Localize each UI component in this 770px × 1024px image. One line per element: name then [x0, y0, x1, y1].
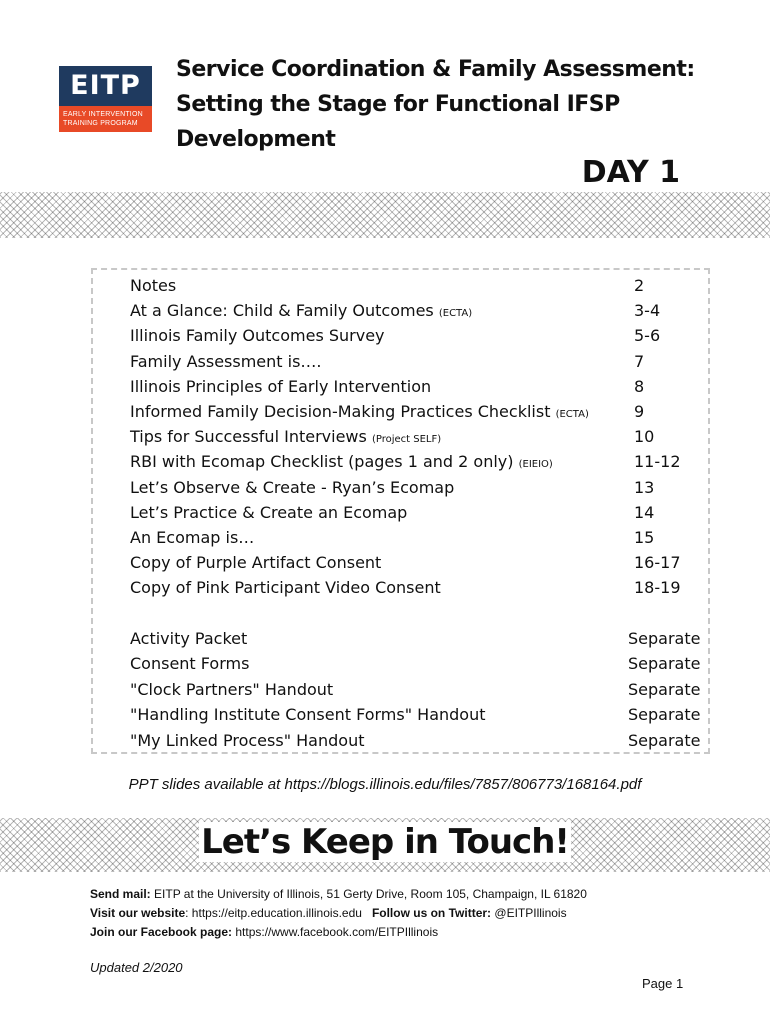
separate-item-label: Separate	[628, 654, 701, 674]
toc-row	[130, 449, 702, 474]
toc-title	[130, 273, 176, 298]
toc-page-number: 3-4	[634, 301, 661, 321]
toc-row	[130, 399, 702, 424]
toc-page-number: 2	[634, 276, 645, 295]
toc-row	[130, 374, 702, 399]
page-number: Page 1	[642, 976, 684, 991]
facebook-label: Join our Facebook page:	[90, 925, 233, 939]
toc-page-number: 11-12	[634, 452, 681, 472]
separate-item-label: Separate	[628, 705, 701, 725]
logo-subtext	[59, 106, 152, 132]
toc-title	[130, 424, 441, 452]
separate-item-row	[130, 651, 702, 676]
toc-title	[130, 475, 454, 500]
day-label: DAY 1	[581, 155, 680, 190]
eitp-logo	[59, 66, 152, 132]
separate-item-title: "Clock Partners" Handout	[130, 679, 334, 699]
toc-source-note: (EIEIO)	[518, 459, 553, 471]
separate-item-title: Activity Packet	[130, 629, 248, 648]
toc-row	[130, 475, 702, 500]
toc-title	[130, 449, 553, 477]
toc-title-text: Let’s Practice & Create an Ecomap	[130, 502, 408, 522]
separate-item-label: Separate	[628, 679, 701, 699]
toc-source-note: (ECTA)	[438, 308, 473, 320]
logo-wordmark: EITP	[59, 66, 152, 106]
updated-date: Updated 2/2020	[90, 960, 183, 975]
toc-title-text: Informed Family Decision-Making Practices Checklist	[130, 402, 551, 421]
logo-subtext-line-2: TRAINING PROGRAM	[63, 120, 138, 127]
toc-title-text: RBI with Ecomap Checklist (pages 1 and 2 only)	[130, 452, 514, 472]
separate-item-title: "My Linked Process" Handout	[130, 730, 365, 750]
toc-title	[130, 399, 589, 427]
separate-item-title: Consent Forms	[130, 654, 250, 674]
toc-title-text: Copy of Purple Artifact Consent	[130, 553, 382, 573]
website-label: Visit our website	[90, 906, 186, 920]
contact-web-twitter	[90, 903, 740, 923]
toc-row	[130, 500, 702, 525]
toc-row	[130, 550, 702, 575]
separate-item-label: Separate	[628, 730, 701, 750]
keep-in-touch-heading	[0, 822, 770, 862]
toc-page-number: 13	[634, 477, 655, 497]
toc-title-text: At a Glance: Child & Family Outcomes	[130, 301, 434, 321]
toc-row	[130, 525, 702, 550]
title-line-1: Service Coordination & Family Assessment:	[176, 57, 695, 82]
separate-item-row	[130, 626, 702, 651]
mail-label: Send mail:	[90, 887, 151, 901]
toc-title-text: Family Assessment is….	[130, 351, 322, 371]
toc-title-text: Copy of Pink Participant Video Consent	[130, 578, 441, 598]
keep-in-touch-text: Let’s Keep in Touch!	[201, 822, 569, 862]
title-line-2: Setting the Stage for Functional IFSP	[176, 92, 620, 117]
toc-page-number: 15	[634, 528, 655, 547]
separate-item-title: "Handling Institute Consent Forms" Handout	[130, 705, 486, 725]
separate-item-row	[130, 728, 702, 753]
toc-source-note: (ECTA)	[555, 409, 589, 420]
title-line-3: Development	[176, 127, 336, 152]
toc-source-note: (Project SELF)	[371, 434, 442, 446]
toc-title	[130, 575, 441, 600]
twitter-handle[interactable]: @EITPIllinois	[491, 906, 567, 920]
toc-title-text: Tips for Successful Interviews	[130, 427, 367, 447]
toc-title	[130, 500, 407, 525]
separate-item-row	[130, 677, 702, 702]
toc-page-number: 8	[634, 376, 645, 396]
toc-row	[130, 323, 702, 348]
toc-page-number: 10	[634, 427, 655, 447]
toc-page-number: 7	[634, 351, 645, 371]
toc-row	[130, 575, 702, 600]
toc-title-text: An Ecomap is…	[130, 528, 255, 547]
toc-title	[130, 374, 431, 399]
toc-title-text: Let’s Observe & Create - Ryan’s Ecomap	[130, 477, 455, 497]
toc-page-number: 14	[634, 502, 655, 522]
toc-row	[130, 349, 702, 374]
toc-title	[130, 349, 322, 374]
ppt-slides-note: PPT slides available at https://blogs.illinois.edu/files/7857/806773/168164.pdf	[128, 776, 642, 793]
toc-page-number: 16-17	[634, 553, 681, 573]
contact-facebook	[90, 922, 740, 942]
logo-subtext-line-1: EARLY INTERVENTION	[63, 111, 143, 118]
toc-title-text: Illinois Principles of Early Intervention	[130, 376, 432, 396]
hatched-divider-top	[0, 192, 770, 238]
toc-page-number: 9	[634, 402, 645, 421]
toc-title	[130, 525, 254, 550]
toc-title	[130, 323, 385, 348]
document-title	[176, 52, 716, 157]
separate-item-label: Separate	[628, 629, 701, 648]
toc-page-number: 18-19	[634, 578, 681, 598]
toc-row	[130, 424, 702, 449]
toc-row	[130, 298, 702, 323]
twitter-label: Follow us on Twitter:	[371, 906, 492, 920]
mail-address: EITP at the University of Illinois, 51 Gerty Drive, Room 105, Champaign, IL 61820	[150, 887, 587, 901]
separate-item-row	[130, 702, 702, 727]
toc-title	[130, 550, 381, 575]
website-url[interactable]: : https://eitp.education.illinois.edu	[185, 906, 362, 920]
toc-title	[130, 298, 472, 326]
contact-mail	[90, 884, 740, 904]
toc-title-text: Illinois Family Outcomes Survey	[130, 326, 385, 346]
toc-page-number: 5-6	[634, 326, 661, 346]
toc-row	[130, 273, 702, 298]
facebook-url[interactable]: https://www.facebook.com/EITPIllinois	[232, 925, 439, 939]
toc-title-text: Notes	[130, 276, 177, 295]
